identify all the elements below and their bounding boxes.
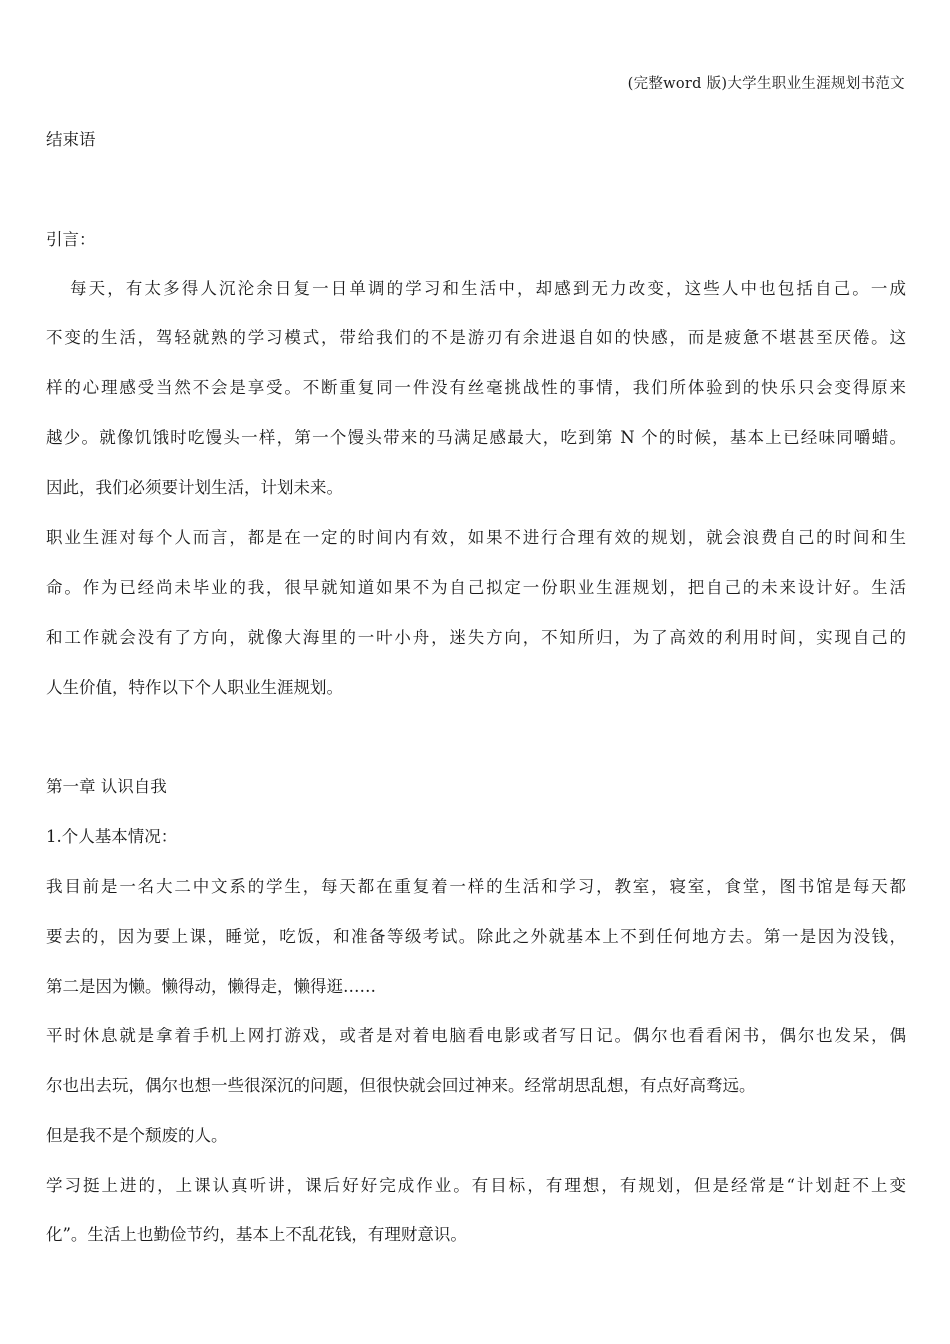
paragraph-line: 我目前是一名大二中文系的学生，每天都在重复着一样的生活和学习，教室，寝室，食堂，图书馆是每天都 — [46, 877, 906, 896]
paragraph-line: 化”。生活上也勤俭节约，基本上不乱花钱，有理财意识。 — [46, 1225, 467, 1244]
paragraph-line: 学习挺上进的，上课认真听讲，课后好好完成作业。有目标，有理想，有规划，但是经常是“计划赶不上变 — [46, 1176, 906, 1195]
paragraph-line: 样的心理感受当然不会是享受。不断重复同一件没有丝毫挑战性的事情，我们所体验到的快乐只会变得原来 — [46, 378, 906, 397]
section-heading-intro: 引言： — [46, 230, 96, 249]
page-header: (完整word 版)大学生职业生涯规划书范文 — [627, 76, 905, 92]
paragraph-line: 人生价值，特作以下个人职业生涯规划。 — [46, 678, 343, 697]
paragraph-line: 但是我不是个颓废的人。 — [46, 1126, 228, 1145]
toc-entry-conclusion: 结束语 — [46, 130, 96, 149]
subsection-heading: 1.个人基本情况： — [46, 827, 178, 846]
paragraph-line: 平时休息就是拿着手机上网打游戏，或者是对着电脑看电影或者写日记。偶尔也看看闲书，偶尔也发呆，偶 — [46, 1026, 906, 1045]
chapter-heading: 第一章 认识自我 — [46, 777, 167, 796]
paragraph-line: 命。作为已经尚未毕业的我，很早就知道如果不为自己拟定一份职业生涯规划，把自己的未来设计好。生活 — [46, 578, 906, 597]
paragraph-line: 尔也出去玩，偶尔也想一些很深沉的问题，但很快就会回过神来。经常胡思乱想，有点好高骛远。 — [46, 1076, 756, 1095]
paragraph-line: 要去的，因为要上课，睡觉，吃饭，和准备等级考试。除此之外就基本上不到任何地方去。第一是因为没钱， — [46, 927, 906, 946]
paragraph-line: 不变的生活，驾轻就熟的学习模式，带给我们的不是游刃有余进退自如的快感，而是疲惫不堪甚至厌倦。这 — [46, 328, 906, 347]
paragraph-line: 因此，我们必须要计划生活，计划未来。 — [46, 478, 343, 497]
paragraph-line: 越少。就像饥饿时吃馒头一样，第一个馒头带来的马满足感最大，吃到第 N 个的时候，基本上已经味同嚼蜡。 — [46, 428, 906, 447]
paragraph-line: 和工作就会没有了方向，就像大海里的一叶小舟，迷失方向，不知所归，为了高效的利用时间，实现自己的 — [46, 628, 906, 647]
paragraph-line: 职业生涯对每个人而言，都是在一定的时间内有效，如果不进行合理有效的规划，就会浪费自己的时间和生 — [46, 528, 906, 547]
paragraph-line: 每天，有太多得人沉沦余日复一日单调的学习和生活中，却感到无力改变，这些人中也包括自己。一成 — [70, 279, 906, 298]
paragraph-line: 第二是因为懒。懒得动，懒得走，懒得逛…… — [46, 977, 376, 996]
